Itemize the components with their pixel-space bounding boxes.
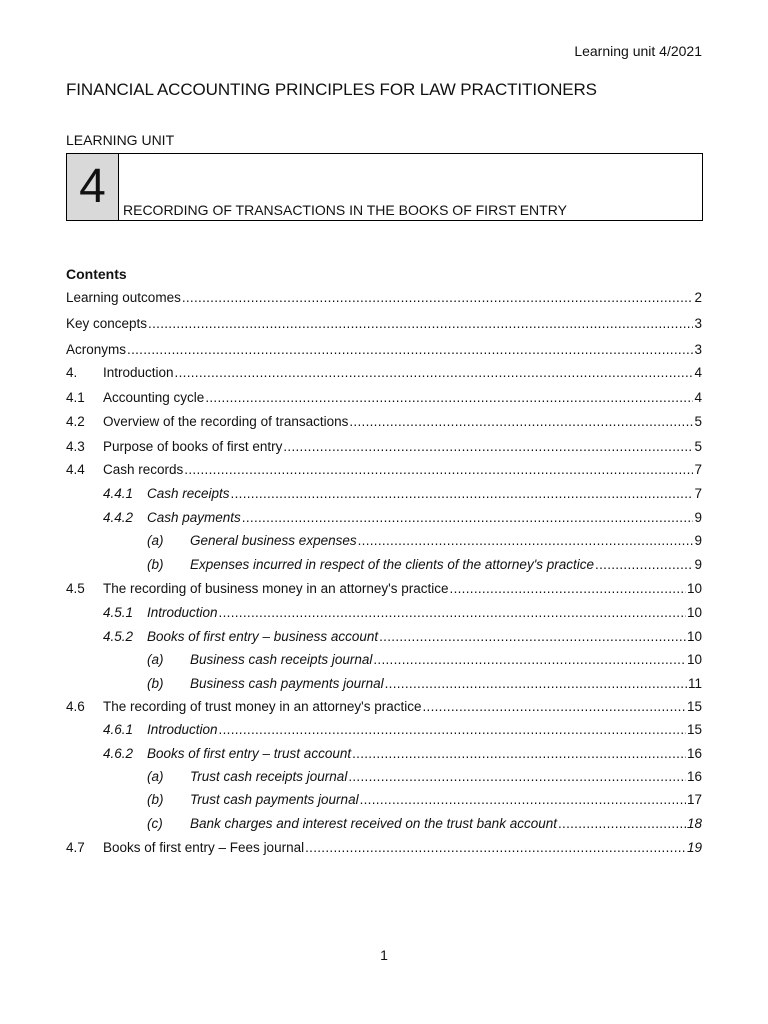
toc-entry-title: Business cash receipts journal bbox=[190, 652, 373, 667]
toc-entry-number: 4.5.1 bbox=[103, 605, 134, 620]
toc-entry-number: (b) bbox=[147, 557, 164, 572]
toc-dot-leader bbox=[385, 676, 687, 691]
toc-dot-leader bbox=[175, 365, 694, 380]
toc-dot-leader bbox=[450, 581, 686, 596]
toc-entry-page: 17 bbox=[686, 792, 702, 807]
toc-dot-leader bbox=[148, 316, 693, 331]
toc-dot-leader bbox=[349, 414, 693, 429]
unit-heading-box bbox=[66, 153, 703, 221]
toc-entry bbox=[66, 483, 702, 501]
toc-entry bbox=[66, 554, 702, 572]
toc-entry-number: 4.6.1 bbox=[103, 722, 134, 737]
toc-entry bbox=[66, 789, 702, 807]
toc-entry-page: 15 bbox=[686, 699, 702, 714]
toc-entry-number: 4.6 bbox=[66, 699, 85, 714]
toc-entry-page: 16 bbox=[686, 746, 702, 761]
toc-dot-leader bbox=[373, 652, 686, 667]
toc-entry-page: 9 bbox=[694, 510, 702, 525]
toc-dot-leader bbox=[360, 792, 686, 807]
toc-entry-number: 4.5 bbox=[66, 581, 85, 596]
toc-entry bbox=[66, 766, 702, 784]
toc-dot-leader bbox=[127, 342, 693, 357]
toc-entry-title: Books of first entry – Fees journal bbox=[103, 840, 305, 855]
unit-reference: Learning unit 4/2021 bbox=[574, 43, 702, 59]
toc-entry-page: 10 bbox=[686, 629, 702, 644]
toc-entry-title: Overview of the recording of transactions bbox=[103, 414, 349, 429]
toc-entry-title: The recording of business money in an attorney's practice bbox=[103, 581, 449, 596]
toc-entry-page: 16 bbox=[686, 769, 702, 784]
toc-entry-number: 4.7 bbox=[66, 840, 85, 855]
toc-entry-title: Accounting cycle bbox=[103, 390, 205, 405]
toc-entry-number: 4.1 bbox=[66, 390, 85, 405]
toc-entry-title: Cash payments bbox=[147, 510, 241, 525]
toc-entry-number: (b) bbox=[147, 676, 164, 691]
toc-entry-page: 18 bbox=[686, 816, 702, 831]
toc-dot-leader bbox=[595, 557, 693, 572]
toc-dot-leader bbox=[242, 510, 694, 525]
learning-unit-label: LEARNING UNIT bbox=[66, 132, 175, 148]
toc-entry-number: (b) bbox=[147, 792, 164, 807]
toc-entry bbox=[66, 626, 702, 644]
toc-dot-leader bbox=[231, 486, 694, 501]
toc-entry-title: Introduction bbox=[147, 722, 218, 737]
unit-heading: RECORDING OF TRANSACTIONS IN THE BOOKS OF FIRST ENTRY bbox=[123, 202, 567, 218]
toc-entry-number: (a) bbox=[147, 652, 164, 667]
toc-dot-leader bbox=[219, 605, 686, 620]
toc-dot-leader bbox=[219, 722, 686, 737]
toc-entry-page: 7 bbox=[694, 486, 702, 501]
toc-entry-title: Introduction bbox=[147, 605, 218, 620]
toc-entry-page: 7 bbox=[694, 462, 702, 477]
toc-entry-title: Business cash payments journal bbox=[190, 676, 384, 691]
toc-entry-number: (a) bbox=[147, 533, 164, 548]
toc-entry-page: 11 bbox=[687, 676, 702, 691]
toc-dot-leader bbox=[283, 439, 693, 454]
toc-entry-page: 15 bbox=[686, 722, 702, 737]
toc-entry-title: Trust cash receipts journal bbox=[190, 769, 348, 784]
toc-entry bbox=[66, 459, 702, 477]
toc-entry-title: Bank charges and interest received on the trust bank account bbox=[190, 816, 557, 831]
toc-dot-leader bbox=[358, 533, 694, 548]
toc-entry-title: Books of first entry – trust account bbox=[147, 746, 352, 761]
toc-entry-page: 9 bbox=[694, 557, 702, 572]
toc-entry-page: 2 bbox=[694, 290, 702, 305]
toc-entry-page: 10 bbox=[686, 581, 702, 596]
toc-entry-title: Acronyms bbox=[66, 342, 127, 357]
document-title: FINANCIAL ACCOUNTING PRINCIPLES FOR LAW PRACTITIONERS bbox=[66, 80, 597, 99]
toc-entry-title: Expenses incurred in respect of the clients of the attorney's practice bbox=[190, 557, 595, 572]
toc-entry bbox=[66, 837, 702, 855]
toc-dot-leader bbox=[352, 746, 686, 761]
toc-dot-leader bbox=[305, 840, 686, 855]
toc-entry-title: Purpose of books of first entry bbox=[103, 439, 283, 454]
toc-entry-page: 4 bbox=[694, 365, 702, 380]
toc-dot-leader bbox=[184, 462, 693, 477]
toc-entry-title: Key concepts bbox=[66, 316, 148, 331]
toc-entry-title: Cash receipts bbox=[147, 486, 230, 501]
toc-entry-page: 3 bbox=[694, 342, 702, 357]
toc-entry-number: 4.4.1 bbox=[103, 486, 134, 501]
toc-entry-page: 19 bbox=[686, 840, 702, 855]
toc-entry bbox=[66, 530, 702, 548]
toc-entry bbox=[66, 287, 702, 305]
toc-entry bbox=[66, 507, 702, 525]
toc-entry-number: (c) bbox=[147, 816, 163, 831]
toc-entry bbox=[66, 602, 702, 620]
toc-entry-title: Trust cash payments journal bbox=[190, 792, 359, 807]
toc-dot-leader bbox=[182, 290, 694, 305]
toc-entry bbox=[66, 436, 702, 454]
toc-entry-number: 4.4 bbox=[66, 462, 85, 477]
toc-dot-leader bbox=[422, 699, 685, 714]
toc-entry bbox=[66, 339, 702, 357]
toc-entry-page: 5 bbox=[694, 439, 702, 454]
toc-entry-page: 4 bbox=[694, 390, 702, 405]
toc-entry-number: 4.4.2 bbox=[103, 510, 134, 525]
toc-entry-number: 4.6.2 bbox=[103, 746, 134, 761]
toc-entry-number: 4. bbox=[66, 365, 78, 380]
toc-entry-page: 5 bbox=[694, 414, 702, 429]
page-number: 1 bbox=[380, 947, 388, 963]
toc-dot-leader bbox=[205, 390, 693, 405]
toc-entry-page: 10 bbox=[686, 652, 702, 667]
toc-entry-title: Books of first entry – business account bbox=[147, 629, 379, 644]
toc-entry-title: General business expenses bbox=[190, 533, 357, 548]
toc-entry bbox=[66, 411, 702, 429]
toc-entry bbox=[66, 743, 702, 761]
toc-dot-leader bbox=[558, 816, 686, 831]
toc-entry-title: The recording of trust money in an attorney's practice bbox=[103, 699, 422, 714]
toc-entry-page: 10 bbox=[686, 605, 702, 620]
toc-entry bbox=[66, 578, 702, 596]
toc-entry bbox=[66, 673, 702, 691]
toc-entry-title: Introduction bbox=[103, 365, 174, 380]
toc-dot-leader bbox=[348, 769, 686, 784]
toc-entry bbox=[66, 719, 702, 737]
toc-entry-number: 4.3 bbox=[66, 439, 85, 454]
toc-entry-title: Cash records bbox=[103, 462, 184, 477]
contents-heading: Contents bbox=[66, 266, 127, 282]
unit-number: 4 bbox=[67, 154, 119, 220]
toc-entry bbox=[66, 813, 702, 831]
toc-entry bbox=[66, 649, 702, 667]
toc-entry bbox=[66, 696, 702, 714]
toc-entry-number: 4.2 bbox=[66, 414, 85, 429]
toc-entry-page: 3 bbox=[694, 316, 702, 331]
toc-entry-page: 9 bbox=[694, 533, 702, 548]
toc-entry bbox=[66, 362, 702, 380]
toc-entry bbox=[66, 387, 702, 405]
toc-entry-number: 4.5.2 bbox=[103, 629, 134, 644]
toc-dot-leader bbox=[379, 629, 686, 644]
toc-entry bbox=[66, 313, 702, 331]
toc-entry-number: (a) bbox=[147, 769, 164, 784]
toc-entry-title: Learning outcomes bbox=[66, 290, 181, 305]
